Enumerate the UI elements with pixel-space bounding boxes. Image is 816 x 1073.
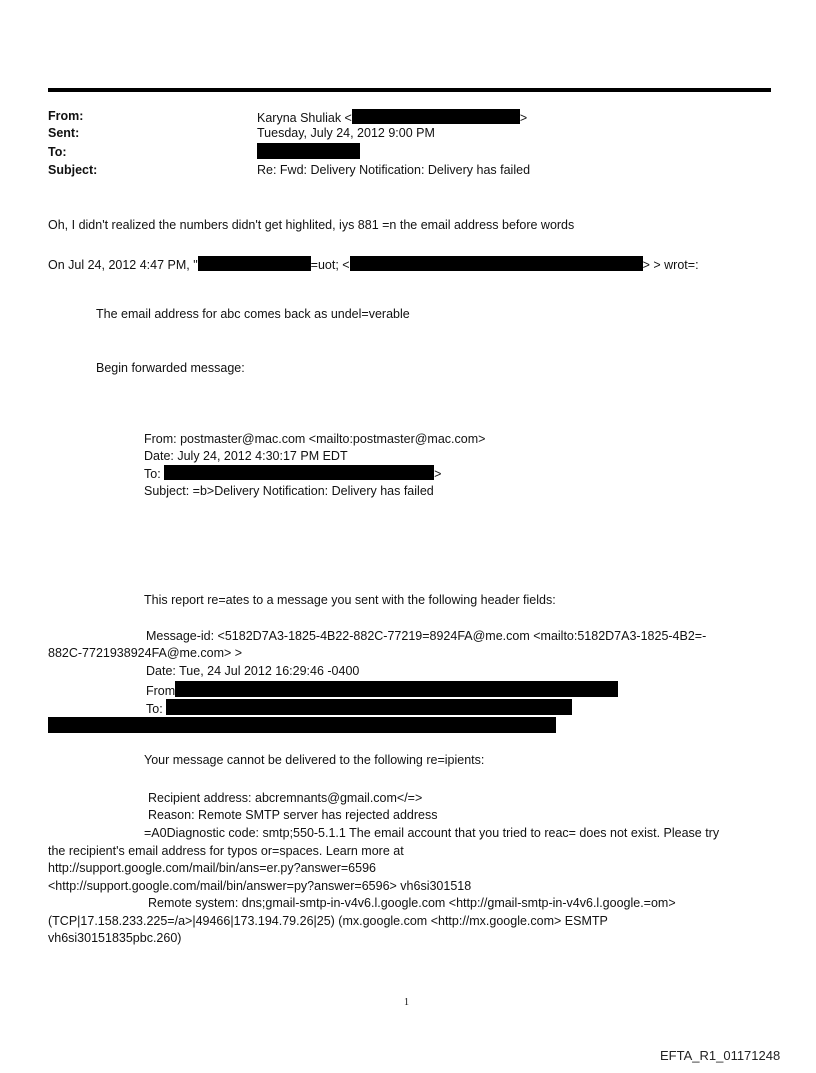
from-value <box>257 109 527 125</box>
redaction <box>257 143 360 159</box>
header-rule <box>48 88 771 92</box>
from-label: From: <box>48 109 84 123</box>
attribution-suffix: > > wrot=: <box>642 258 699 272</box>
bates-number: EFTA_R1_01171248 <box>660 1048 781 1063</box>
diagnostic-line2: the recipient's email address for typos or=spaces. Learn more at <box>48 844 404 858</box>
sent-value: Tuesday, July 24, 2012 9:00 PM <box>257 126 435 140</box>
header-from <box>146 681 618 700</box>
redaction <box>198 256 311 271</box>
header-to-continued <box>48 717 556 734</box>
attribution-mid: =uot; < <box>310 258 350 272</box>
fwd-to-end: > <box>434 467 442 481</box>
message-id-line1: Message-id: <5182D7A3-1825-4B22-882C-77219=8924FA@me.com <mailto:5182D7A3-1825-4B2=- <box>146 629 707 643</box>
cannot-deliver: Your message cannot be delivered to the following re=ipients: <box>144 753 485 767</box>
subject-value: Re: Fwd: Delivery Notification: Delivery has failed <box>257 163 531 177</box>
to-value <box>257 143 360 160</box>
quote-attribution <box>48 256 699 272</box>
fwd-date: Date: July 24, 2012 4:30:17 PM EDT <box>144 449 348 463</box>
subject-label: Subject: <box>48 163 98 177</box>
header-to <box>146 699 572 718</box>
from-name: Karyna Shuliak < <box>257 111 352 125</box>
from-bracket-end: > <box>519 111 528 125</box>
sent-label: Sent: <box>48 126 80 140</box>
reply-text: Oh, I didn't realized the numbers didn't get highlited, iys 881 =n the email address before words <box>48 218 575 232</box>
begin-forwarded: Begin forwarded message: <box>96 361 245 375</box>
to-label: To: <box>48 145 67 159</box>
redaction <box>164 465 434 480</box>
attribution-prefix: On Jul 24, 2012 4:47 PM, " <box>48 258 198 272</box>
remote-system-line3: vh6si30151835pbc.260) <box>48 931 182 945</box>
fwd-to-label: To: <box>144 467 161 481</box>
page-number: 1 <box>404 997 409 1008</box>
redaction <box>166 699 572 715</box>
message-id-line2: 882C-7721938924FA@me.com> > <box>48 646 243 660</box>
remote-system-line1: Remote system: dns;gmail-smtp-in-v4v6.l.google.com <http://gmail-smtp-in-v4v6.l.google.=om> <box>148 896 676 910</box>
diagnostic-line1: =A0Diagnostic code: smtp;550-5.1.1 The email account that you tried to reac= does not exist. Please try <box>144 826 720 840</box>
redaction <box>175 681 618 697</box>
undeliverable-text: The email address for abc comes back as undel=verable <box>96 307 410 321</box>
redaction <box>352 109 520 124</box>
diagnostic-line3: http://support.google.com/mail/bin/ans=er.py?answer=6596 <box>48 861 376 875</box>
recipient-address: Recipient address: abcremnants@gmail.com</=> <box>148 791 423 805</box>
fwd-from: From: postmaster@mac.com <mailto:postmaster@mac.com> <box>144 432 486 446</box>
fwd-subject: Subject: =b>Delivery Notification: Delivery has failed <box>144 484 434 498</box>
remote-system-line2: (TCP|17.158.233.225=/a>|49466|173.194.79.26|25) (mx.google.com <http://mx.google.com> ESMTP <box>48 914 608 928</box>
header-to-label: To: <box>146 702 163 716</box>
report-text: This report re=ates to a message you sent with the following header fields: <box>144 593 556 607</box>
header-date: Date: Tue, 24 Jul 2012 16:29:46 -0400 <box>146 664 360 678</box>
header-from-label: From <box>146 684 176 698</box>
fwd-to <box>144 465 441 483</box>
reason: Reason: Remote SMTP server has rejected address <box>148 808 438 822</box>
redaction <box>350 256 643 271</box>
redaction <box>48 717 556 733</box>
diagnostic-line4: <http://support.google.com/mail/bin/answer=py?answer=6596> vh6si301518 <box>48 879 472 893</box>
